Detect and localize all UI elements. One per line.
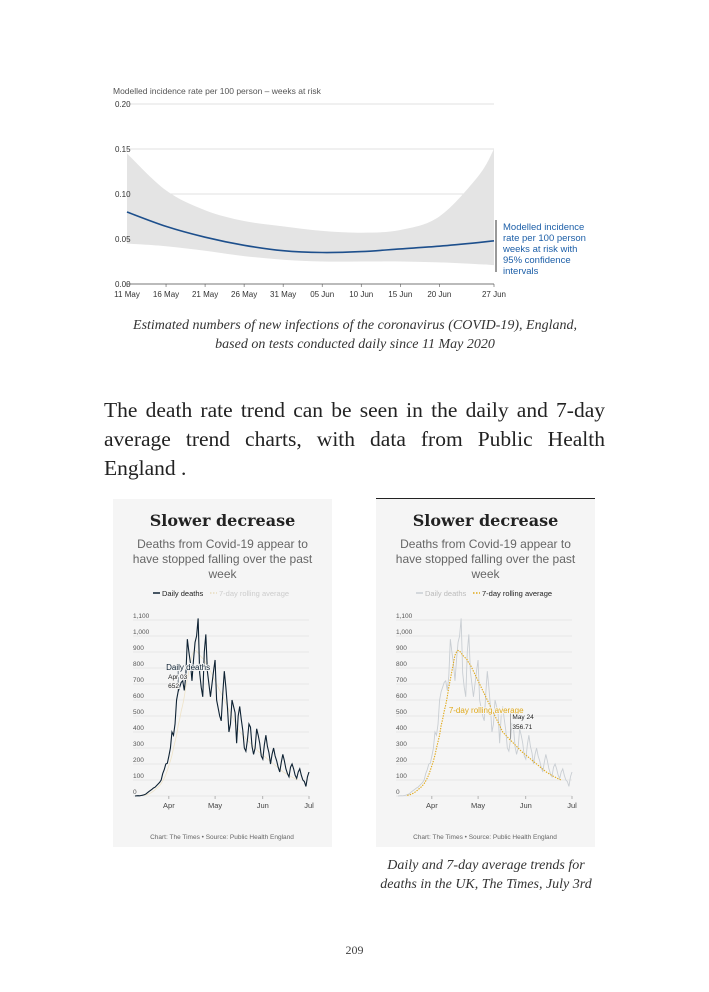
deaths-right-legend [416,589,552,598]
incidence-legend-text: Modelled incidence [503,222,585,233]
incidence-x-tick-label: 21 May [191,290,219,299]
deaths-y-tick-label: 100 [133,773,144,780]
incidence-x-tick-label: 05 Jun [310,290,335,299]
deaths-right-grid [396,613,572,796]
legend-avg-label: 7-day rolling average [219,589,290,598]
incidence-x-tick-label: 26 May [231,290,258,299]
incidence-x-tick-label: 16 May [152,290,180,299]
deaths-x-tick-label: May [207,801,223,810]
incidence-x-tick-label: 31 May [270,290,297,299]
incidence-x-tick-label: 20 Jun [427,290,452,299]
incidence-x-tick-label: 15 Jun [388,290,413,299]
annotation-value: 356.71 [512,723,533,731]
deaths-y-tick-label: 1,100 [396,613,413,620]
deaths-chart-right [376,583,595,847]
incidence-legend-text: intervals [503,266,539,277]
deaths-y-tick-label: 500 [396,709,407,716]
deaths-x-tick-label: Jul [567,801,577,810]
figure-incidence [105,80,605,305]
annotation-value: 652 [168,683,179,690]
deaths-x-tick-label: May [470,801,486,810]
deaths-right-x-axis [426,796,577,810]
deaths-chart-card-left [113,499,332,847]
incidence-chart-title: Modelled incidence rate per 100 person – weeks at risk [113,86,321,96]
deaths-left-source: Chart: The Times • Source: Public Health England [150,834,294,841]
figure1-caption [90,316,620,354]
deaths-y-tick-label: 1,100 [133,613,150,620]
deaths-chart-right-subtitle: Deaths from Covid-19 appear to have stopped falling over the past week [395,537,576,581]
deaths-chart-left [113,583,332,847]
deaths-x-tick-label: Jul [304,801,314,810]
incidence-y-tick-label: 0.00 [115,280,131,289]
annotation-date: May 24 [512,714,534,722]
incidence-legend-text: 95% confidence [503,255,571,266]
deaths-y-tick-label: 500 [133,709,144,716]
deaths-chart-right-title: Slower decrease [412,511,559,530]
deaths-right-source: Chart: The Times • Source: Public Health England [413,834,557,841]
deaths-y-tick-label: 200 [396,757,407,764]
legend-daily-label: Daily deaths [162,589,204,598]
deaths-y-tick-label: 1,000 [396,629,413,636]
annotation-series-name: Daily deaths [166,663,211,672]
deaths-y-tick-label: 400 [133,725,144,732]
deaths-chart-card-right [376,499,595,847]
deaths-chart-left-title: Slower decrease [149,511,296,530]
deaths-y-tick-label: 700 [396,677,407,684]
figure1-caption-line1: Estimated numbers of new infections of the coronavirus (COVID-19), England, [133,318,577,333]
incidence-legend-text: rate per 100 person [503,233,586,244]
deaths-y-tick-label: 0 [133,789,137,796]
figure2-caption-line1: Daily and 7-day average trends for [387,858,585,873]
deaths-y-tick-label: 300 [396,741,407,748]
incidence-y-tick-label: 0.10 [115,190,131,199]
deaths-y-tick-label: 400 [396,725,407,732]
annotation-series-name: 7-day rolling average [448,705,524,715]
deaths-y-tick-label: 800 [396,661,407,668]
incidence-chart-legend [496,220,586,277]
incidence-x-tick-label: 27 Jun [481,290,507,299]
deaths-left-x-axis [163,796,314,810]
deaths-y-tick-label: 800 [133,661,144,668]
rolling-average-line [407,650,561,795]
deaths-y-tick-label: 0 [396,789,400,796]
legend-daily-label: Daily deaths [425,589,467,598]
figure2-caption [350,856,622,894]
incidence-x-tick-label: 10 Jun [349,290,374,299]
deaths-y-tick-label: 900 [133,645,144,652]
page-number: 209 [345,943,364,957]
figure2-caption-line2: deaths in the UK, The Times, July 3rd [380,877,592,892]
deaths-y-tick-label: 600 [133,693,144,700]
deaths-left-grid [133,613,309,796]
incidence-x-tick-label: 11 May [114,290,140,299]
deaths-y-tick-label: 300 [133,741,144,748]
incidence-chart-confidence-band [127,149,494,265]
incidence-confidence-area [127,149,494,265]
annotation-date: Apr 03 [168,674,188,681]
incidence-legend-text: weeks at risk with [503,244,578,255]
deaths-chart-left-subtitle: Deaths from Covid-19 appear to have stopped falling over the past week [132,537,313,581]
deaths-y-tick-label: 900 [396,645,407,652]
deaths-x-tick-label: Jun [256,801,269,810]
incidence-y-tick-label: 0.15 [115,145,131,154]
legend-avg-label: 7-day rolling average [482,589,553,598]
deaths-y-tick-label: 1,000 [133,629,150,636]
deaths-x-tick-label: Apr [426,801,438,810]
incidence-y-tick-label: 0.20 [115,100,131,109]
body-paragraph: The death rate trend can be seen in the daily and 7-day average trend charts, with data from Public Health England . [104,398,605,480]
deaths-y-tick-label: 100 [396,773,407,780]
rolling-average-line [144,650,298,795]
incidence-y-tick-label: 0.05 [115,235,131,244]
daily-deaths-line [135,618,309,796]
deaths-y-tick-label: 200 [133,757,144,764]
deaths-y-tick-label: 600 [396,693,407,700]
deaths-y-tick-label: 700 [133,677,144,684]
figure1-caption-line2: based on tests conducted daily since 11 May 2020 [215,337,495,352]
incidence-chart [105,80,605,305]
deaths-x-tick-label: Apr [163,801,175,810]
deaths-left-legend [153,589,289,598]
deaths-x-tick-label: Jun [519,801,532,810]
